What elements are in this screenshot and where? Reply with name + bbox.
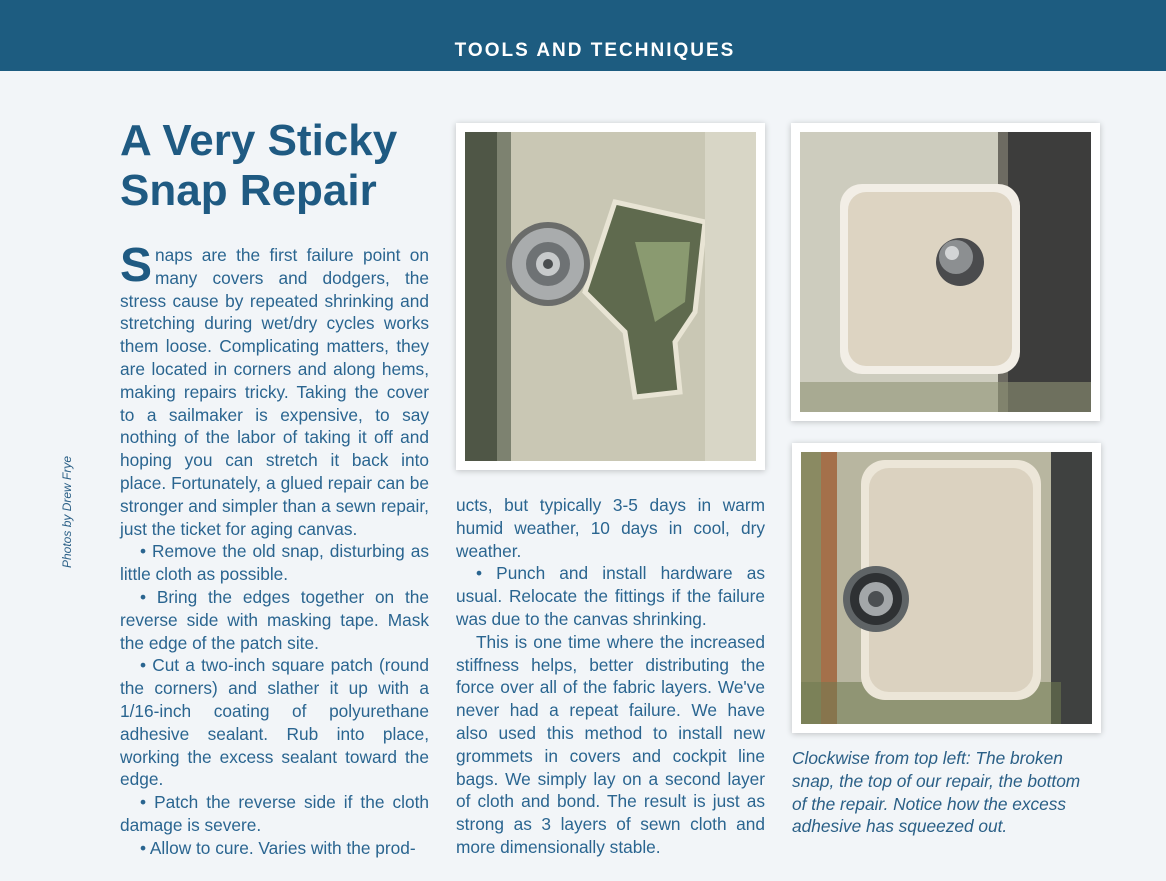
intro-text: naps are the first failure point on many covers and dodgers, the stress cause by repeated shrinking and stretching during wet/dry cycles works them loose. Complicating matters, they are located in corners and along hems, making repairs tricky. Taking the cover to a sailmaker is expensive, to say nothing of the labor of taking it off and hoping you can stretch it back into place. Fortunately, a glued repair can be stronger and simpler than a sewn repair, just the ticket for aging canvas. <box>120 245 429 539</box>
step-cure: • Allow to cure. Varies with the prod- <box>140 837 416 858</box>
section-label: TOOLS AND TECHNIQUES <box>454 40 736 61</box>
broken-snap-photo-icon <box>465 132 756 461</box>
photo-repair-top <box>791 123 1100 421</box>
step-remove-snap: • Remove the old snap, disturbing as little cloth as possible. <box>120 541 429 585</box>
step-cut-patch: • Cut a two-inch square patch (round the corners) and slather it up with a 1/16-inch coating of polyurethane adhesive sealant. Rub into place, working the excess sealant toward the edge. <box>120 655 429 790</box>
photo-credit: Photos by Drew Frye <box>60 455 74 568</box>
article-title: A Very Sticky Snap Repair <box>120 116 398 215</box>
photo-repair-bottom <box>792 443 1101 733</box>
step-patch-reverse: • Patch the reverse side if the cloth damage is severe. <box>120 792 429 835</box>
article-column-1 <box>120 239 429 860</box>
cure-continuation: ucts, but typically 3-5 days in warm humid weather, 10 days in cool, dry weather. <box>456 495 765 561</box>
step-punch-hardware: • Punch and install hardware as usual. Relocate the fittings if the failure was due to the canvas shrinking. <box>456 563 765 629</box>
repair-top-photo-icon <box>800 132 1091 412</box>
step-mask-edges: • Bring the edges together on the reverse side with masking tape. Mask the edge of the patch site. <box>120 586 429 653</box>
intro-paragraph <box>120 239 429 540</box>
photo-caption: Clockwise from top left: The broken snap, the top of our repair, the bottom of the repair. Notice how the excess adhesive has squeezed out. <box>792 748 1081 837</box>
repair-bottom-photo-icon <box>801 452 1092 724</box>
drop-cap: S <box>120 239 153 292</box>
photo-broken-snap <box>456 123 765 470</box>
closing-paragraph: This is one time where the increased stiffness helps, better distributing the force over all of the fabric layers. We've never had a repeat failure. We have also used this method to install new grommets in covers and cockpit line bags. We simply lay on a second layer of cloth and bond. The result is just as strong as 3 layers of sewn cloth and more dimensionally stable. <box>456 631 765 857</box>
article-column-2 <box>456 494 765 859</box>
